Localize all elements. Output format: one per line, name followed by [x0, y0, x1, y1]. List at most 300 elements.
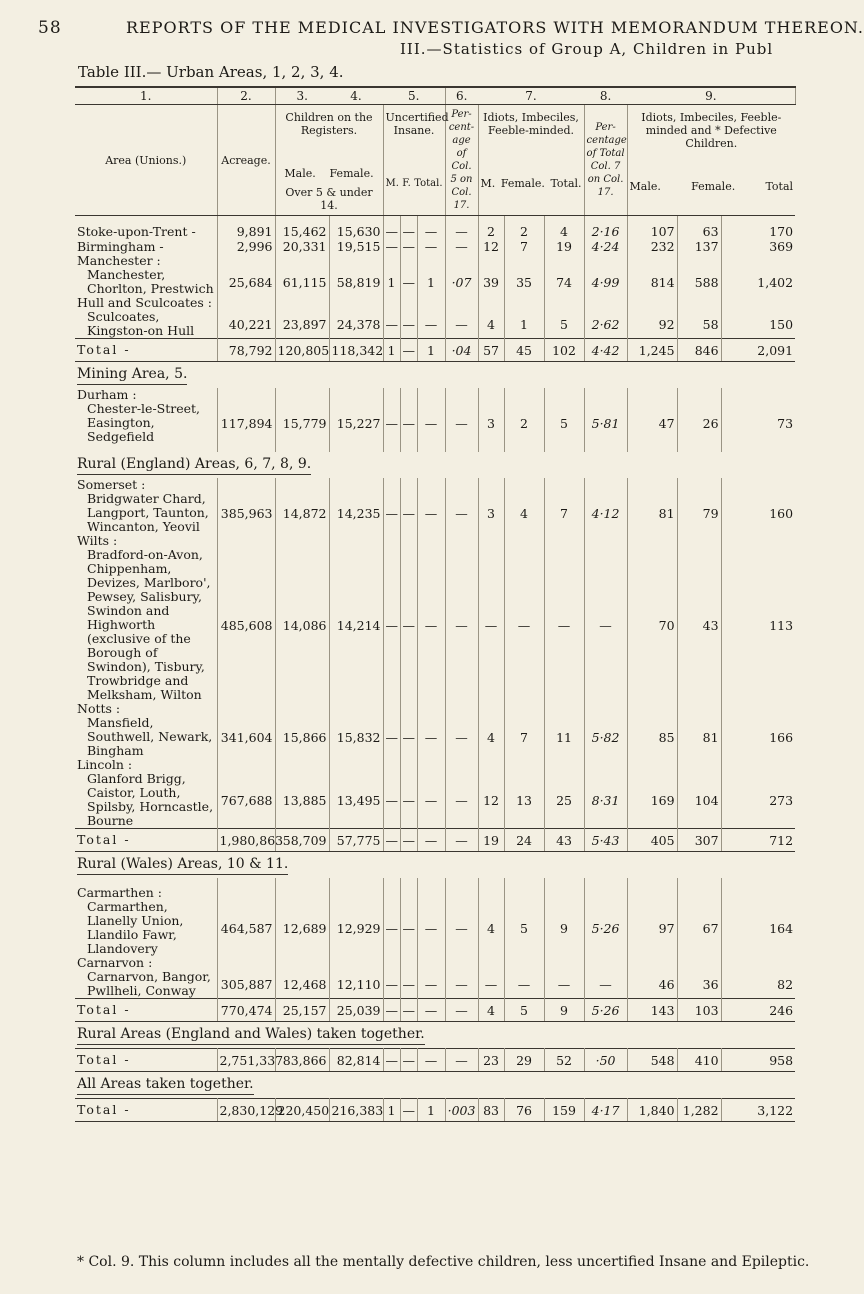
cell-p8: 4·12 [584, 492, 627, 534]
cell-if [504, 534, 544, 548]
cell-p8: 5·26 [584, 900, 627, 956]
cell-dm [627, 758, 677, 772]
cell-male [275, 758, 329, 772]
area-name: Wilts : [77, 533, 118, 548]
county-heading-row [75, 296, 795, 310]
header-u-m: M. [385, 178, 399, 189]
table-body [75, 216, 795, 1122]
cell-male: 15,866 [275, 716, 329, 758]
cell-p6: — [445, 239, 478, 254]
cell-um [383, 758, 400, 772]
header-idiots-title: Idiots, Imbeciles, Feeble-minded. [483, 111, 579, 137]
header-children-sexes [278, 167, 381, 180]
cell-df [677, 702, 721, 716]
cell-df: 81 [677, 716, 721, 758]
page-number: 58 [38, 18, 62, 38]
cell-if: — [504, 548, 544, 702]
cell-df [677, 534, 721, 548]
cell-dt: 1,402 [757, 274, 794, 290]
cell-female [329, 956, 383, 970]
section-heading: All Areas taken together. [77, 1076, 254, 1095]
total-row [75, 829, 795, 852]
cell-p6: — [445, 548, 478, 702]
county-heading-row [75, 758, 795, 772]
cell-female [329, 254, 383, 268]
cell-uf: — [400, 1099, 417, 1122]
table-row [75, 716, 795, 758]
cell-acreage [217, 478, 275, 492]
cell-df: 1,282 [677, 1099, 721, 1122]
cell-male: 15,462 [275, 224, 329, 239]
cell-uf [400, 758, 417, 772]
cell-female: 15,630 [329, 224, 383, 239]
cell-dt: 166 [769, 729, 794, 745]
cell-male: 14,872 [275, 492, 329, 534]
cell-male: 23,897 [275, 310, 329, 339]
cell-p8: 4·17 [584, 1099, 627, 1122]
cell-p8: 5·81 [584, 402, 627, 444]
cell-it [544, 478, 584, 492]
cell-df: 588 [677, 268, 721, 296]
cell-dm: 46 [627, 970, 677, 999]
county-heading-row [75, 254, 795, 268]
cell-p6: — [445, 402, 478, 444]
table-row [75, 900, 795, 956]
cell-dt: 2,091 [721, 339, 795, 362]
cell-dm: 81 [627, 492, 677, 534]
cell-it: 102 [544, 339, 584, 362]
cell-acreage: 2,996 [217, 239, 275, 254]
cell-acreage: 464,587 [217, 900, 275, 956]
area-name: Durham : [77, 387, 137, 402]
area-cell [75, 716, 217, 758]
cell-ut: 1 [417, 268, 445, 296]
cell-p8: 8·31 [584, 772, 627, 829]
header-idiots [478, 105, 584, 216]
cell-p8: 4·99 [584, 268, 627, 296]
cell-dm: 1,840 [627, 1099, 677, 1122]
cell-male: 83,866 [275, 1049, 329, 1072]
area-name: Carmarthen, Llanelly Union, Llandilo Fawr, Llandovery [87, 899, 184, 956]
cell-acreage: 341,604 [217, 716, 275, 758]
area-cell [75, 388, 217, 402]
cell-ut [417, 886, 445, 900]
cell-p6: — [445, 224, 478, 239]
area-name: Bridgwater Chard, Langport, Taunton, Wincanton, Yeovil [87, 491, 209, 534]
cell-df [677, 388, 721, 402]
area-name: Manchester : [77, 253, 161, 268]
cell-male [275, 254, 329, 268]
cell-p6 [445, 388, 478, 402]
cell-um: 1 [383, 1099, 400, 1122]
cell-it: 159 [544, 1099, 584, 1122]
cell-p6: ·07 [445, 268, 478, 296]
cell-female [329, 534, 383, 548]
header-children-title: Children on the Registers. [285, 111, 373, 137]
cell-ut [417, 388, 445, 402]
cell-uf: — [400, 970, 417, 999]
area-name: Hull and Sculcoates : [77, 295, 213, 310]
cell-p8 [584, 478, 627, 492]
cell-p6: — [445, 310, 478, 339]
cell-im [478, 534, 504, 548]
cell-im: 39 [478, 268, 504, 296]
cell-um: — [383, 239, 400, 254]
cell-um [383, 956, 400, 970]
cell-dm [627, 296, 677, 310]
cell-ut: — [417, 402, 445, 444]
cell-acreage: 25,684 [217, 268, 275, 296]
cell-df: 58 [677, 310, 721, 339]
cell-uf: — [400, 239, 417, 254]
cell-um [383, 886, 400, 900]
cell-it [544, 702, 584, 716]
cell-um [383, 388, 400, 402]
cell-p8 [584, 534, 627, 548]
cell-um [383, 478, 400, 492]
cell-female [329, 478, 383, 492]
cell-p8 [584, 254, 627, 268]
total-row [75, 999, 795, 1022]
header-i-total: Total. [550, 177, 582, 190]
header-female: Female. [329, 167, 374, 180]
cell-if: — [504, 970, 544, 999]
cell-dt: 113 [769, 617, 794, 633]
table-row [75, 548, 795, 702]
area-name: Manchester, Chorlton, Prestwich [87, 267, 214, 296]
cell-female: 12,110 [329, 970, 383, 999]
cell-female [329, 702, 383, 716]
cell-uf: — [400, 900, 417, 956]
cell-uf [400, 702, 417, 716]
cell-df: 104 [677, 772, 721, 829]
section-heading-row [75, 1022, 795, 1049]
cell-dm [627, 886, 677, 900]
cell-dt: 958 [721, 1049, 795, 1072]
cell-acreage [217, 702, 275, 716]
area-name: Total - [77, 832, 131, 847]
header-uncertified [383, 105, 449, 216]
cell-ut: 1 [417, 339, 445, 362]
cell-female: 19,515 [329, 239, 383, 254]
cell-um: 1 [383, 268, 400, 296]
area-cell [75, 702, 217, 716]
header-i-m: M. [480, 177, 496, 190]
cell-dm: 97 [627, 900, 677, 956]
header-uncertified-subs [386, 177, 443, 190]
header-d-female: Female. [691, 180, 736, 193]
cell-p6: — [445, 772, 478, 829]
cell-p8: 4·24 [584, 239, 627, 254]
cell-im: 19 [478, 829, 504, 852]
cell-uf [400, 478, 417, 492]
cell-if: 4 [504, 492, 544, 534]
county-heading-row [75, 478, 795, 492]
cell-ut [417, 478, 445, 492]
cell-uf: — [400, 772, 417, 829]
area-name: Somerset : [77, 477, 146, 492]
cell-male: 220,450 [275, 1099, 329, 1122]
cell-female: 24,378 [329, 310, 383, 339]
cell-if: 24 [504, 829, 544, 852]
table-title: Table III.— Urban Areas, 1, 2, 3, 4. [78, 63, 344, 81]
cell-p6 [445, 702, 478, 716]
cell-um [383, 296, 400, 310]
area-cell [75, 310, 217, 339]
cell-p6 [445, 886, 478, 900]
cell-ut [417, 296, 445, 310]
cell-p6: — [445, 999, 478, 1022]
cell-df: 410 [677, 1049, 721, 1072]
area-name: Total - [77, 1002, 131, 1017]
cell-dm [627, 956, 677, 970]
section-heading: Rural (Wales) Areas, 10 & 11. [77, 856, 288, 875]
section-heading-row [75, 362, 795, 389]
cell-male: 15,779 [275, 402, 329, 444]
cell-female: 13,495 [329, 772, 383, 829]
footnote: * Col. 9. This column includes all the mentally defective children, less uncertified Insane and Epileptic. [77, 1254, 810, 1270]
cell-df: 137 [677, 239, 721, 254]
cell-im [478, 886, 504, 900]
cell-dt: 246 [721, 999, 795, 1022]
cell-ut: — [417, 900, 445, 956]
cell-uf [400, 956, 417, 970]
area-cell [75, 339, 217, 362]
section-heading: Rural (England) Areas, 6, 7, 8, 9. [77, 456, 311, 475]
cell-p6 [445, 254, 478, 268]
header-defective-title: Idiots, Imbeciles, Feeble-minded and * Defective Children. [641, 111, 782, 150]
cell-df [677, 254, 721, 268]
cell-if: 5 [504, 999, 544, 1022]
header-over-under: Over 5 & under 14. [285, 186, 373, 212]
cell-df [677, 758, 721, 772]
area-cell [75, 254, 217, 268]
cell-im [478, 758, 504, 772]
cell-p8 [584, 702, 627, 716]
area-name: Bradford-on-Avon, Chippenham, Devizes, Marlboro', Pewsey, Salisbury, Swindon and Highworth (exclusive of the Borough of Swindon), Tisbury, Trowbridge and Melksham, Wilton [87, 547, 211, 702]
cell-ut: — [417, 224, 445, 239]
cell-p6: — [445, 970, 478, 999]
cell-p6 [445, 478, 478, 492]
column-number-row [75, 87, 795, 105]
cell-dt [721, 388, 795, 402]
cell-it: 11 [544, 716, 584, 758]
cell-im: 4 [478, 999, 504, 1022]
area-name: Lincoln : [77, 757, 133, 772]
cell-df: 103 [677, 999, 721, 1022]
cell-acreage: 117,894 [217, 402, 275, 444]
cell-im: 12 [478, 239, 504, 254]
cell-uf: — [400, 339, 417, 362]
cell-p6: ·003 [445, 1099, 478, 1122]
cell-acreage: 40,221 [217, 310, 275, 339]
cell-dt: 712 [721, 829, 795, 852]
cell-p6: ·04 [445, 339, 478, 362]
cell-im [478, 296, 504, 310]
cell-female: 14,214 [329, 548, 383, 702]
cell-p8: ·50 [584, 1049, 627, 1072]
cell-df: 36 [677, 970, 721, 999]
cell-um: — [383, 900, 400, 956]
cell-df: 846 [677, 339, 721, 362]
cell-male [275, 702, 329, 716]
cell-uf: — [400, 224, 417, 239]
cell-acreage: 2,830,129 [217, 1099, 275, 1122]
cell-if: 35 [504, 268, 544, 296]
col-num-8: 8. [584, 87, 627, 105]
cell-uf [400, 296, 417, 310]
cell-um [383, 702, 400, 716]
cell-p8: 5·43 [584, 829, 627, 852]
cell-um: — [383, 829, 400, 852]
cell-im [478, 956, 504, 970]
header-uncertified-title: Uncertified Insane. [385, 111, 449, 137]
cell-im: 12 [478, 772, 504, 829]
cell-dm: 548 [627, 1049, 677, 1072]
cell-female: 58,819 [329, 268, 383, 296]
cell-male: 14,086 [275, 548, 329, 702]
cell-if: 1 [504, 310, 544, 339]
cell-ut: — [417, 492, 445, 534]
cell-ut: — [417, 999, 445, 1022]
cell-ut: — [417, 1049, 445, 1072]
header-defective-subs [630, 180, 794, 193]
cell-male [275, 886, 329, 900]
area-cell [75, 900, 217, 956]
area-name: Carnarvon, Bangor, Pwllheli, Conway [87, 969, 211, 998]
section-heading: Rural Areas (England and Wales) taken together. [77, 1026, 425, 1045]
cell-p6: — [445, 829, 478, 852]
cell-male: 12,468 [275, 970, 329, 999]
area-cell [75, 534, 217, 548]
cell-acreage: 9,891 [217, 224, 275, 239]
cell-dt [721, 534, 795, 548]
cell-acreage [217, 534, 275, 548]
cell-dt: 369 [769, 239, 794, 254]
area-name: Birmingham - [77, 238, 164, 254]
cell-p8 [584, 296, 627, 310]
cell-if [504, 758, 544, 772]
county-heading-row [75, 388, 795, 402]
cell-uf: — [400, 829, 417, 852]
cell-ut: — [417, 772, 445, 829]
cell-dt [721, 956, 795, 970]
section-heading: Mining Area, 5. [77, 366, 187, 385]
section-title: III.—Statistics of Group A, Children in Publ [400, 40, 774, 58]
cell-ut: — [417, 310, 445, 339]
cell-ut: — [417, 970, 445, 999]
cell-it: 5 [544, 310, 584, 339]
header-d-male: Male. [629, 180, 661, 193]
cell-acreage: 1,980,863 [217, 829, 275, 852]
cell-im: 3 [478, 402, 504, 444]
cell-if: 2 [504, 224, 544, 239]
cell-it: 7 [544, 492, 584, 534]
cell-if: 2 [504, 402, 544, 444]
area-cell [75, 492, 217, 534]
area-cell [75, 772, 217, 829]
col-num-9: 9. [627, 87, 795, 105]
area-cell [75, 296, 217, 310]
cell-it [544, 886, 584, 900]
section-heading-row [75, 1072, 795, 1099]
cell-p6: — [445, 492, 478, 534]
cell-dm: 92 [627, 310, 677, 339]
cell-dt: 164 [769, 920, 794, 936]
cell-p6 [445, 296, 478, 310]
area-cell [75, 886, 217, 900]
cell-dt [721, 886, 795, 900]
total-row [75, 1049, 795, 1072]
cell-it: 25 [544, 772, 584, 829]
cell-acreage [217, 956, 275, 970]
cell-if [504, 478, 544, 492]
cell-p6 [445, 758, 478, 772]
cell-im [478, 254, 504, 268]
cell-dm: 405 [627, 829, 677, 852]
header-d-total: Total [765, 180, 794, 193]
cell-female: 82,814 [329, 1049, 383, 1072]
cell-um: — [383, 1049, 400, 1072]
cell-um: — [383, 772, 400, 829]
cell-dm [627, 702, 677, 716]
cell-male: 58,709 [275, 829, 329, 852]
cell-uf: — [400, 268, 417, 296]
county-heading-row [75, 702, 795, 716]
header-row [75, 105, 795, 216]
cell-uf: — [400, 548, 417, 702]
cell-acreage: 767,688 [217, 772, 275, 829]
cell-female: 14,235 [329, 492, 383, 534]
cell-um [383, 254, 400, 268]
cell-uf: — [400, 310, 417, 339]
table-row [75, 492, 795, 534]
cell-male: 13,885 [275, 772, 329, 829]
cell-male: 120,805 [275, 339, 329, 362]
cell-male [275, 478, 329, 492]
col-num-7: 7. [478, 87, 584, 105]
cell-p8: 2·62 [584, 310, 627, 339]
cell-dt: 160 [769, 505, 794, 521]
cell-p8 [584, 388, 627, 402]
cell-uf: — [400, 402, 417, 444]
cell-dm: 85 [627, 716, 677, 758]
cell-it: 52 [544, 1049, 584, 1072]
cell-dm: 232 [627, 239, 677, 254]
table-row [75, 402, 795, 444]
section-heading-row [75, 452, 795, 478]
cell-ut: — [417, 829, 445, 852]
cell-uf: — [400, 999, 417, 1022]
area-name: Total - [77, 1102, 131, 1117]
header-acreage: Acreage. [217, 105, 275, 216]
running-header [18, 10, 864, 38]
cell-acreage [217, 758, 275, 772]
area-cell [75, 999, 217, 1022]
cell-ut: 1 [417, 1099, 445, 1122]
cell-dt [721, 296, 795, 310]
spacer-row [75, 878, 795, 886]
cell-p6: — [445, 716, 478, 758]
cell-it [544, 534, 584, 548]
area-cell [75, 478, 217, 492]
cell-im: 2 [478, 224, 504, 239]
cell-acreage: 2,751,337 [217, 1049, 275, 1072]
area-name: Chester-le-Street, Easington, Sedgefield [87, 401, 201, 444]
cell-ut [417, 956, 445, 970]
cell-if [504, 296, 544, 310]
cell-p8: 4·42 [584, 339, 627, 362]
